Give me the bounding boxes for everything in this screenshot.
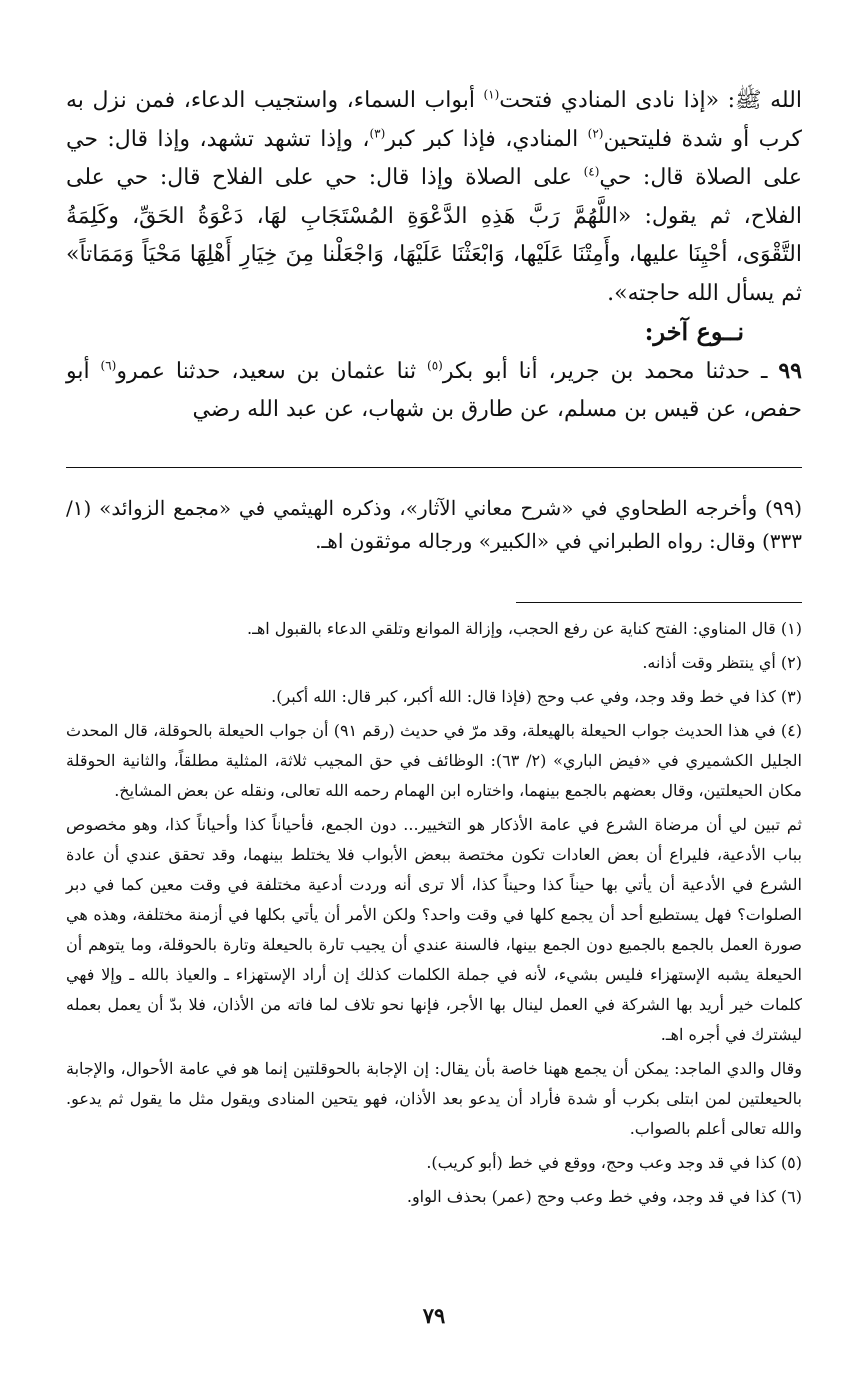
section-heading: نــوع آخر:	[644, 317, 744, 346]
text-segment: ثنا عثمان بن سعيد، حدثنا عمرو	[116, 358, 428, 384]
footnote-marker-6[interactable]: (٦)	[100, 358, 117, 373]
footnote-4: (٤) في هذا الحديث جواب الحيعلة بالهيعلة، وقد مرّ في حديث (رقم ٩١) أن جواب الحيعلة بالحوقلة، قال المحدث الجليل الكشميري في «فيض الباري» (٢/ ٦٣): الوظائف في حق المجيب ثلاثة، المثلية مطلقاً، والثانية الحوقلة مكان الحيعلتين، وقال بعضهم بالجمع بينهما، واختاره ابن الهمام رحمه الله تعالى، ونقله عن بعض المشايخ.	[66, 721, 802, 800]
footnote-4-father-note: وقال والدي الماجد: يمكن أن يجمع ههنا خاصة بأن يقال: إن الإجابة بالحوقلتين إنما هو في عامة الأحوال، والإجابة بالحيعلتين لمن ابتلى بكرب أو شدة فأراد أن يدعو بعد الأذان، فهو يتحين المنادى ويقول مثل ما يقول ثم يدعو. والله تعالى أعلم بالصواب.	[66, 1059, 802, 1138]
text-segment: أبو حفص، عن قيس بن مسلم، عن طارق بن شهاب، عن عبد الله رضي	[66, 358, 802, 422]
text-segment: أبواب السماء، واستجيب الدعاء، فمن نزل به كرب أو شدة فليتحين	[66, 88, 802, 152]
text-segment: الله ﷺ: «إذا نادى المنادي فتحت	[499, 88, 802, 113]
takhrij-note	[66, 492, 802, 558]
hadith-number: ٩٩	[778, 357, 802, 384]
footnote-3: (٣) كذا في خط وقد وجد، وفي عب وحج (فإذا قال: الله أكبر، كبر قال: الله أكبر).	[271, 687, 802, 706]
footnote-marker-4[interactable]: (٤)	[583, 164, 600, 179]
text-segment: ـ حدثنا محمد بن جرير، أنا أبو بكر	[442, 358, 779, 384]
footnote-marker-3[interactable]: (٣)	[369, 126, 386, 141]
separator-line	[66, 467, 802, 468]
text-segment: على الصلاة وإذا قال: حي على الفلاح قال: حي على الفلاح، ثم يقول: «اللَّهُمَّ رَبَّ هَذِهِ الدَّعْوَةِ المُسْتَجَابِ لهَا، دَعْوَةُ الحَقِّ، وكَلِمَةُ التَّقْوَى، أحْيِنَا عليها، وأَمِتْنَا عَلَيْها، وَابْعَثْنَا عَلَيْهَا، وَاجْعَلْنا مِنَ خِيَارِ أَهْلِهَا مَحْيَاً وَمَمَاتاً» ثم يسأل الله حاجته».	[66, 165, 802, 306]
footnote-4-continued: ثم تبين لي أن مرضاة الشرع في عامة الأذكار هو التخيير... دون الجمع، فأحياناً كذا وأحياناً كذا، وهو مخصوص بباب الأدعية، فليراع أن بعض العادات تكون مختصة ببعض الأبواب فلا يختلط بينهما، وقد تحقق عندي أن عادة الشرع في الأدعية أن يأتي بها حيناً كذا وحيناً كذا، ألا ترى أنه وردت أدعية مختلفة في وقت معين كما في دبر الصلوات؟ فهل يستطيع أحد أن يجمع كلها في وقت واحد؟ ولكن الأمر أن يأتي بكلها في أزمنة مختلفة، وهذه هي صورة العمل بالجمع بالجميع دون الجمع بينها، فالسنة عندي أن يجيب تارة بالحيعلة وتارة بالحوقلة، وما يتوهم أن الحيعلة يشبه الإستهزاء فليس بشيء، لأنه في جملة الكلمات كذلك إن أراد الإستهزاء ـ والعياذ بالله ـ وإلا فهي كلمات خير أريد بها الشركة في العمل لينال بها الأجر، فإنها نحو تلاف لما فاته من الأذان، فلا بدّ أن يعمل بعمله ليشترك في أجره اهـ.	[66, 815, 803, 1044]
text-segment: ، وإذا تشهد تشهد، وإذا قال: حي على الصلاة قال: حي	[66, 126, 803, 190]
footnote-marker-2[interactable]: (٢)	[587, 126, 604, 141]
footnote-2: (٢) أي ينتظر وقت أذانه.	[642, 653, 802, 672]
footnote-separator	[516, 602, 802, 603]
footnote-marker-5[interactable]: (٥)	[427, 358, 443, 373]
hadith-text-paragraph	[66, 82, 802, 313]
footnote-5: (٥) كذا في قد وجد وعب وحج، ووقع في خط (أبو كريب).	[426, 1153, 802, 1172]
footnote-marker-1[interactable]: (١)	[483, 87, 500, 102]
takhrij-text: (٩٩) وأخرجه الطحاوي في «شرح معاني الآثار»، وذكره الهيثمي في «مجمع الزوائد» (١/ ٣٣٣) وقال: رواه الطبراني في «الكبير» ورجاله موثقون اهـ.	[66, 496, 802, 553]
page-number: ٧٩	[422, 1303, 446, 1328]
footnote-1: (١) قال المناوي: الفتح كناية عن رفع الحجب، وإزالة الموانع وتلقي الدعاء بالقبول اهـ.	[247, 619, 802, 638]
footnotes	[66, 614, 802, 1216]
text-segment: المنادي، فإذا كبر كبر	[385, 126, 588, 152]
hadith-99-paragraph	[66, 352, 802, 430]
main-text	[66, 82, 802, 430]
footnote-6: (٦) كذا في قد وجد، وفي خط وعب وحج (عمر) بحذف الواو.	[406, 1187, 802, 1206]
